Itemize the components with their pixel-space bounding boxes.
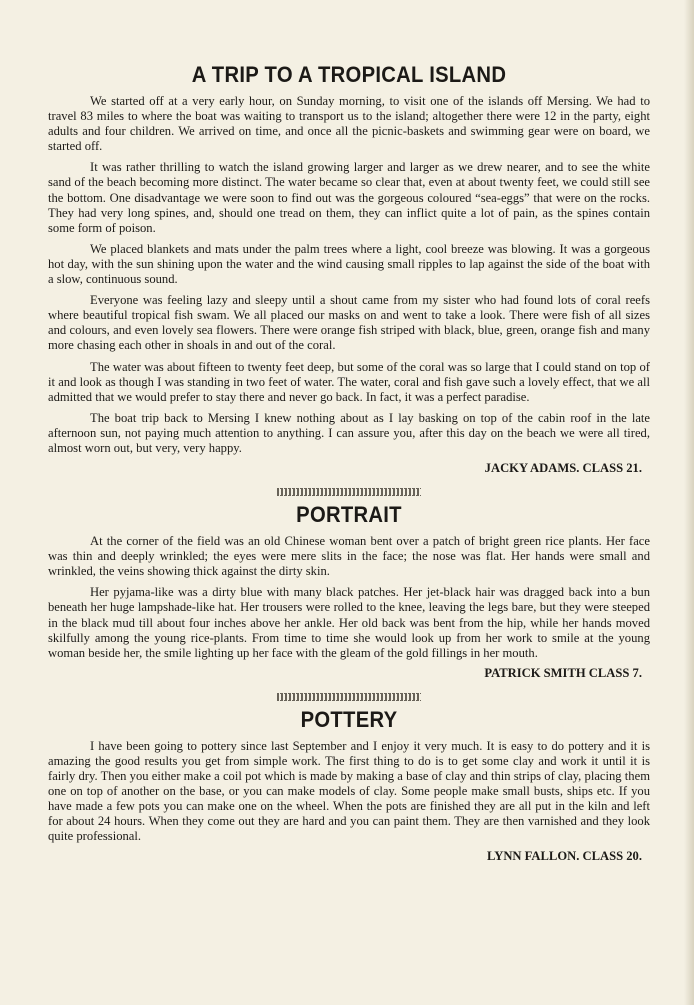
page-spine-shadow: [684, 0, 694, 1005]
story-paragraph: We placed blankets and mats under the palm trees where a light, cool breeze was blowing. It was a gorgeous hot day, with the sun shining upon the water and the wind causing small ripples to lap against the side of the boat with a slow, continuous sound.: [48, 241, 650, 287]
story-pottery: [48, 707, 650, 865]
ornamental-divider: [277, 488, 421, 496]
story-paragraph: It was rather thrilling to watch the island growing larger and larger as we drew nearer, and to see the white sand of the beach becoming more distinct. The water became so clear that, even at about twenty feet, we could still see the bottom. One disadvantage we were soon to find out was the gorgeous coloured “sea-eggs” that were on the rocks. They had very long spines, and, should one tread on them, they can inflict quite a lot of pain, as the spines contain some form of poison.: [48, 160, 650, 235]
story-paragraph: Everyone was feeling lazy and sleepy until a shout came from my sister who had found lots of coral reefs where beautiful tropical fish swam. We all placed our masks on and went to take a look. There were fish of all sizes and colours, and even lovely sea flowers. There were orange fish striped with black, blue, green, orange fish and many more chasing each other in shoals in and out of the coral.: [48, 293, 650, 353]
ornamental-divider: [277, 693, 421, 701]
story-title: PORTRAIT: [296, 502, 402, 528]
story-author: JACKY ADAMS. CLASS 21.: [484, 461, 642, 476]
story-author: PATRICK SMITH CLASS 7.: [484, 665, 642, 680]
story-author: LYNN FALLON. CLASS 20.: [486, 849, 642, 864]
story-paragraph: The water was about fifteen to twenty feet deep, but some of the coral was so large that I could stand on top of it and look as though I was standing in two feet of water. The water, coral and fish gave such a lovely effect, that we all admitted that we would prefer to stay there and never go back. In fact, it was a perfect paradise.: [48, 359, 650, 404]
story-portrait: [48, 502, 650, 681]
story-title: POTTERY: [300, 706, 398, 732]
story-title: A TRIP TO A TROPICAL ISLAND: [191, 62, 507, 87]
story-paragraph: The boat trip back to Mersing I knew nothing about as I lay basking on top of the cabin roof in the late afternoon sun, not paying much attention to anything. I can assure you, after this day on the beach we were all tired, almost worn out, but very, very happy.: [48, 410, 650, 455]
story-tropical-island: [48, 62, 650, 476]
story-paragraph: I have been going to pottery since last September and I enjoy it very much. It is easy to do pottery and it is amazing the good results you get from simple work. The first thing to do is to get some clay and work it until it is fairly dry. Then you either make a coil pot which is made by making a base of clay and thin strips of clay, placing them one on top of another on the base, or you can make models of clay. Some people make small busts, ships etc. If you have made a few pots you can make one on the wheel. When the pots are finished they are all put in the kiln and left for about 24 hours. When they come out they are hard and you can paint them. They are then varnished and they look quite professional.: [48, 738, 650, 844]
story-paragraph: We started off at a very early hour, on Sunday morning, to visit one of the islands off Mersing. We had to travel 83 miles to where the boat was waiting to transport us to the island; altogether there were 12 in the party, eight adults and four children. We arrived on time, and once all the picnic-baskets and swimming gear were on board, we started off.: [48, 94, 650, 154]
story-paragraph: At the corner of the field was an old Chinese woman bent over a patch of bright green rice plants. Her face was thin and deeply wrinkled; the eyes were mere slits in the face; the nose was flat. Her hands were small and wrinkled, the veins showing thick against the dirty skin.: [48, 534, 650, 579]
story-paragraph: Her pyjama-like was a dirty blue with many black patches. Her jet-black hair was dragged back into a bun beneath her huge lampshade-like hat. Her trousers were rolled to the knee, leaving the legs bare, but they were steeped in the black mud till about four inches above her ankle. Her old back was bent from the hip, while her hands moved skilfully among the young rice-plants. From time to time she would look up from her work to smile at the young woman beside her, the smile lighting up her face with the gleam of the gold fillings in her mouth.: [48, 585, 650, 660]
